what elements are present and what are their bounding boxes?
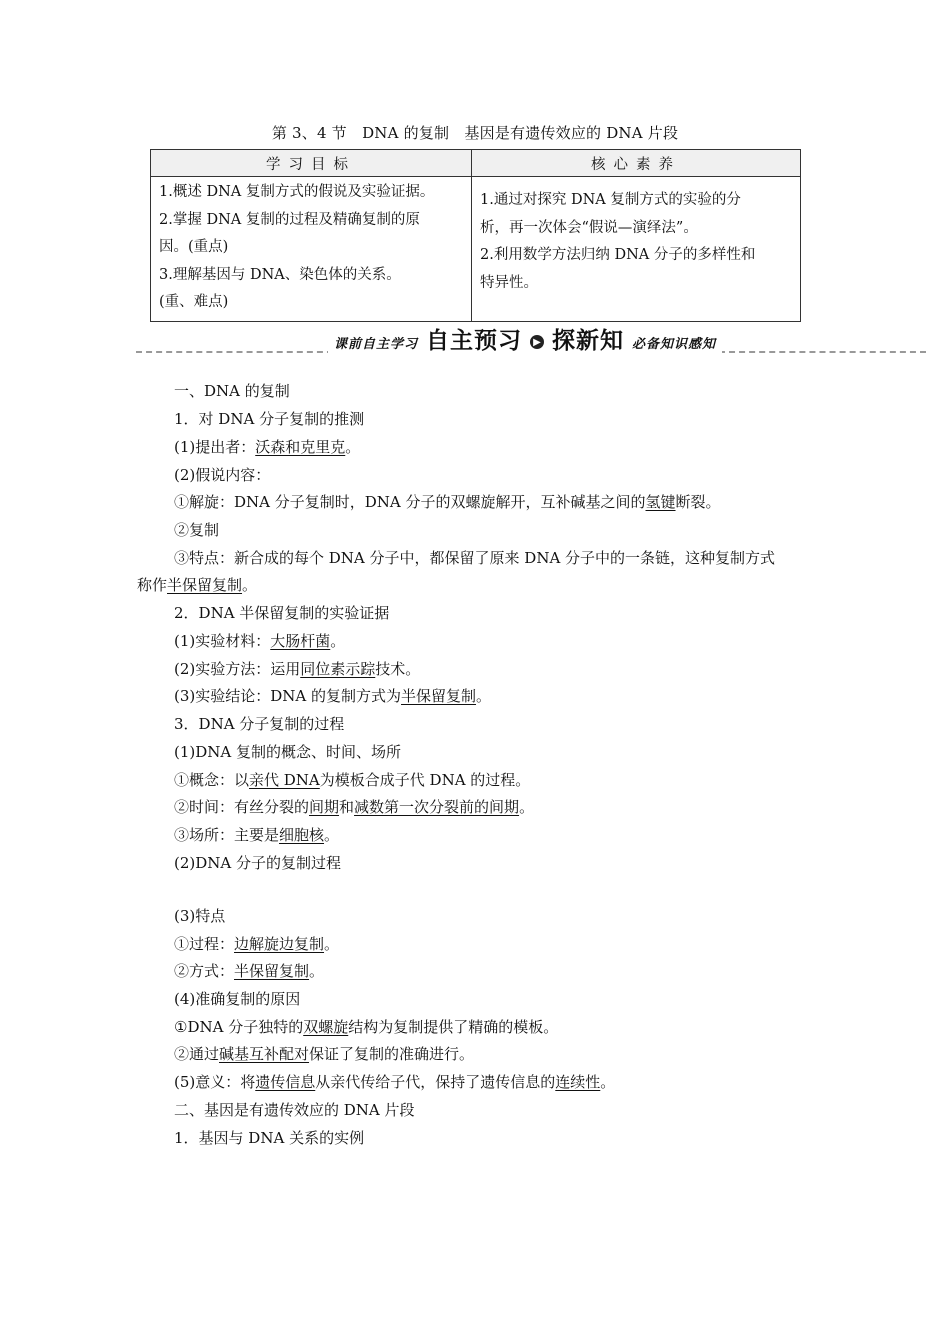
subsection-heading: 1．基因与 DNA 关系的实例: [174, 1129, 365, 1147]
fill-answer: 连续性: [555, 1073, 601, 1091]
fill-answer: 亲代 DNA: [249, 771, 320, 789]
text-line: ③特点：新合成的每个 DNA 分子中，都保留了原来 DNA 分子中的一条链，这种复制方式: [174, 549, 776, 567]
play-arrow-icon: ▶: [530, 335, 544, 349]
text-line: (5)意义：将遗传信息从亲代传给子代，保持了遗传信息的连续性。: [174, 1073, 616, 1091]
fill-answer: 氢键: [645, 493, 676, 511]
text-line: ③场所：主要是细胞核。: [174, 826, 340, 844]
fill-answer: 碱基互补配对: [219, 1045, 310, 1063]
text-line: (3)特点: [174, 907, 226, 925]
text-line: (2)DNA 分子的复制过程: [174, 854, 342, 872]
banner-main-label-2: 探新知: [552, 328, 625, 354]
objective-line: 1.概述 DNA 复制方式的假说及实验证据。: [159, 184, 435, 200]
section-heading-2: 二、基因是有遗传效应的 DNA 片段: [174, 1101, 415, 1119]
text-line: (1)提出者：沃森和克里克。: [174, 438, 361, 456]
header-core-competencies: 核心素养: [472, 150, 801, 177]
objective-line: (重、难点): [159, 294, 229, 310]
banner-post-label: 必备知识感知: [632, 337, 717, 352]
fill-answer: 大肠杆菌: [270, 632, 331, 650]
section-banner: [136, 325, 926, 359]
subsection-heading: 1．对 DNA 分子复制的推测: [174, 410, 365, 428]
learning-objectives-cell: [151, 177, 472, 322]
fill-answer: 半保留复制: [167, 576, 243, 594]
text-line: (4)准确复制的原因: [174, 990, 301, 1008]
text-line: ②时间：有丝分裂的间期和减数第一次分裂前的间期。: [174, 798, 535, 816]
subsection-heading: 3．DNA 分子复制的过程: [174, 715, 345, 733]
text-line: ①概念：以亲代 DNA为模板合成子代 DNA 的过程。: [174, 771, 531, 789]
page-title: 第 3、4 节 DNA 的复制 基因是有遗传效应的 DNA 片段: [271, 124, 679, 142]
text-line: ②方式：半保留复制。: [174, 962, 325, 980]
text-line: (2)假说内容：: [174, 466, 271, 484]
text-line: (2)实验方法：运用同位素示踪技术。: [174, 660, 421, 678]
fill-answer: 同位素示踪: [300, 660, 376, 678]
text-line: (3)实验结论：DNA 的复制方式为半保留复制。: [174, 687, 492, 705]
fill-answer: 遗传信息: [255, 1073, 316, 1091]
objective-line: 2.掌握 DNA 复制的过程及精确复制的原: [159, 211, 420, 228]
fill-answer: 细胞核: [279, 826, 325, 844]
objective-line: 3.理解基因与 DNA、染色体的关系。: [159, 266, 401, 283]
fill-answer: 双螺旋: [303, 1018, 349, 1036]
section-heading-1: 一、DNA 的复制: [174, 382, 290, 400]
text-line: (1)实验材料：大肠杆菌。: [174, 632, 346, 650]
fill-answer: 沃森和克里克: [255, 438, 346, 456]
header-learning-objectives: 学习目标: [151, 150, 472, 177]
banner-pre-label: 课前自主学习: [334, 337, 419, 352]
text-line: ②复制: [174, 521, 220, 539]
subsection-heading: 2．DNA 半保留复制的实验证据: [174, 604, 390, 622]
core-competencies-cell: [472, 177, 801, 322]
banner-main-label-1: 自主预习: [426, 328, 523, 354]
objectives-table: [150, 149, 801, 322]
text-line: ②通过碱基互补配对保证了复制的准确进行。: [174, 1045, 475, 1063]
fill-answer: 边解旋边复制: [234, 935, 325, 953]
text-line: ①解旋：DNA 分子复制时，DNA 分子的双螺旋解开，互补碱基之间的氢键断裂。: [174, 493, 721, 511]
text-line: ①DNA 分子独特的双螺旋结构为复制提供了精确的模板。: [174, 1018, 559, 1036]
competency-line: 1.通过对探究 DNA 复制方式的实验的分: [480, 192, 741, 208]
text-line: 称作半保留复制。: [137, 576, 258, 594]
objective-line: 因。(重点): [159, 239, 229, 255]
fill-answer: 半保留复制: [401, 687, 477, 705]
fill-answer: 间期: [309, 798, 340, 816]
fill-answer: 半保留复制: [234, 962, 310, 980]
text-line: ①过程：边解旋边复制。: [174, 935, 340, 953]
competency-line: 特异性。: [480, 274, 538, 291]
competency-line: 2.利用数学方法归纳 DNA 分子的多样性和: [480, 247, 756, 263]
text-line: (1)DNA 复制的概念、时间、场所: [174, 743, 402, 761]
competency-line: 析，再一次体会“假说—演绎法”。: [480, 219, 698, 236]
fill-answer: 减数第一次分裂前的间期: [354, 798, 520, 816]
